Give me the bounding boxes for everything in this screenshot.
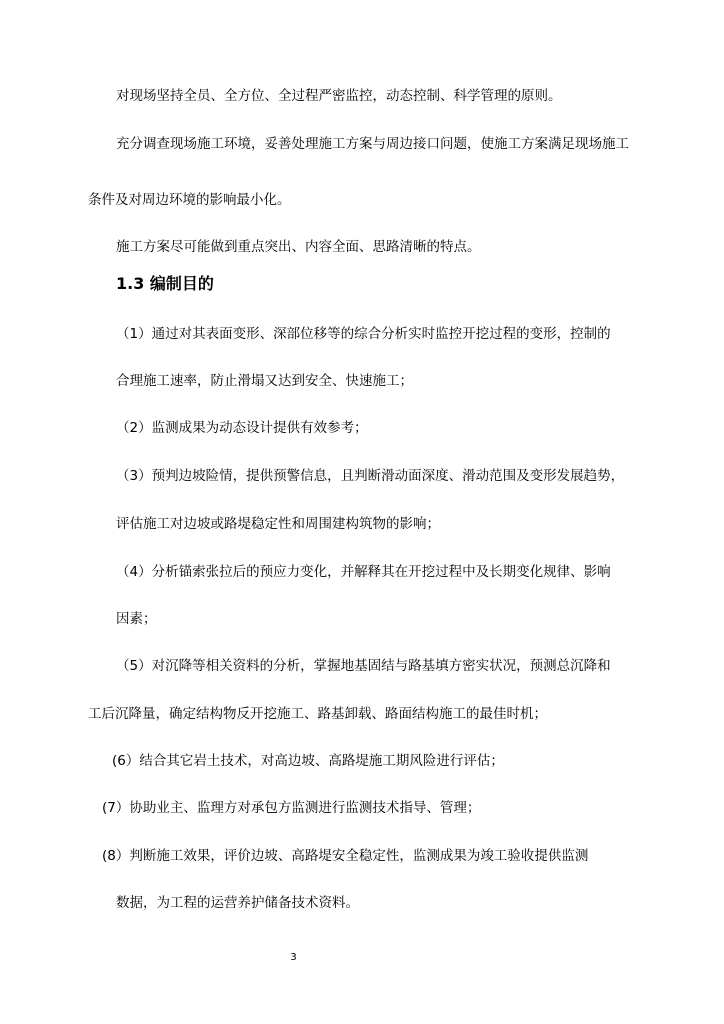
list-item-8-cont: 数据，为工程的运营养护储备技术资料。 <box>116 895 359 911</box>
paragraph-line-survey-environment-cont: 条件及对周边环境的影响最小化。 <box>88 192 291 208</box>
list-item-4-cont: 因素； <box>116 611 157 627</box>
paragraph-line-plan-features: 施工方案尽可能做到重点突出、内容全面、思路清晰的特点。 <box>116 239 481 255</box>
paragraph-line-monitoring-principle: 对现场坚持全员、全方位、全过程严密监控，动态控制、科学管理的原则。 <box>116 88 562 104</box>
page-number: 3 <box>290 952 297 963</box>
list-item-8: (8）判断施工效果，评价边坡、高路堤安全稳定性，监测成果为竣工验收提供监测 <box>102 848 589 864</box>
list-item-5-cont: 工后沉降量，确定结构物反开挖施工、路基卸载、路面结构施工的最佳时机； <box>88 706 547 722</box>
list-item-6: (6）结合其它岩土技术，对高边坡、高路堤施工期风险进行评估； <box>112 753 504 769</box>
list-item-3-cont: 评估施工对边坡或路堤稳定性和周围建构筑物的影响； <box>116 516 440 532</box>
list-item-1: （1）通过对其表面变形、深部位移等的综合分析实时监控开挖过程的变形，控制的 <box>116 326 611 342</box>
list-item-7: (7）协助业主、监理方对承包方监测进行监测技术指导、管理； <box>102 800 481 816</box>
list-item-2: （2）监测成果为动态设计提供有效参考； <box>116 420 368 436</box>
section-heading: 1.3 编制目的 <box>116 274 214 293</box>
paragraph-line-survey-environment: 充分调查现场施工环境，妥善处理施工方案与周边接口问题，使施工方案满足现场施工 <box>116 136 629 152</box>
list-item-1-cont: 合理施工速率，防止滑塌又达到安全、快速施工； <box>116 373 413 389</box>
list-item-5: （5）对沉降等相关资料的分析，掌握地基固结与路基填方密实状况，预测总沉降和 <box>116 658 611 674</box>
list-item-4: （4）分析锚索张拉后的预应力变化，并解释其在开挖过程中及长期变化规律、影响 <box>116 564 611 580</box>
list-item-3: （3）预判边坡险情，提供预警信息，且判断滑动面深度、滑动范围及变形发展趋势， <box>116 468 625 484</box>
